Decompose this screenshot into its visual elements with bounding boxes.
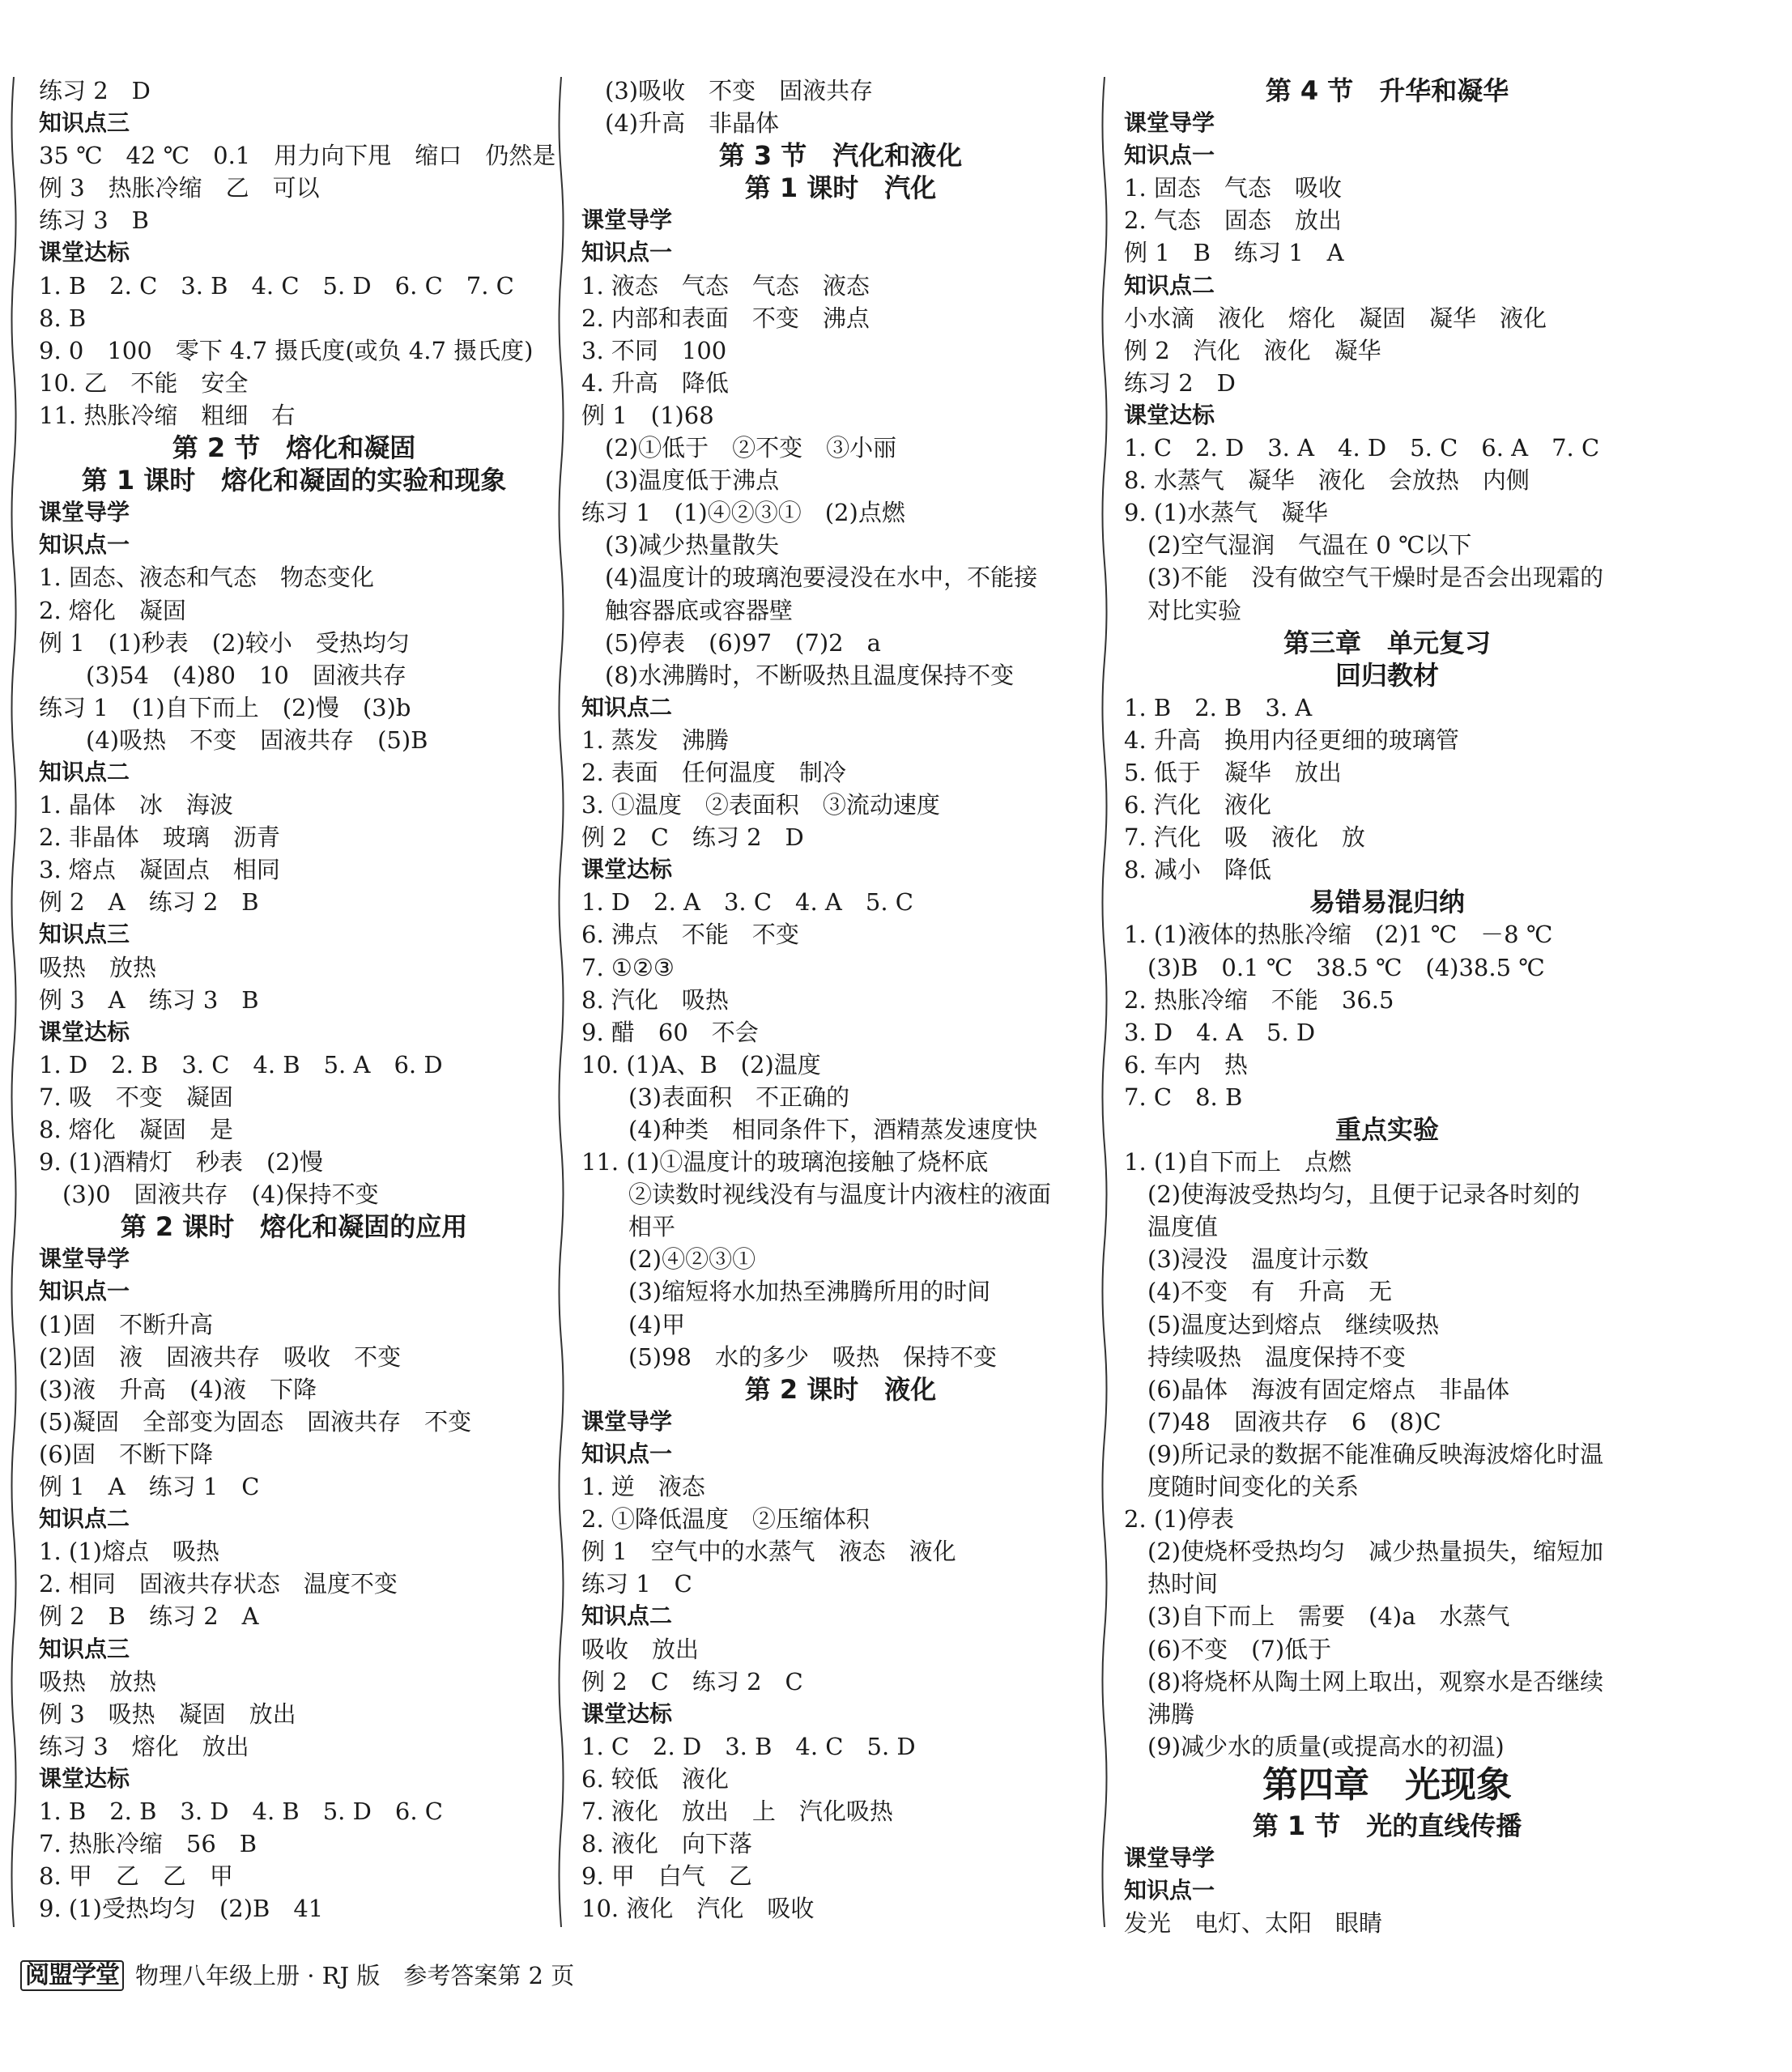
answer-line: 例 1 B 练习 1 A [1124, 239, 1344, 267]
section-heading: 课堂导学 [39, 499, 130, 526]
section-heading: 课堂达标 [581, 856, 673, 883]
answer-line: 练习 1 C [581, 1570, 692, 1598]
answer-line: 1. B 2. B 3. D 4. B 5. D 6. C [39, 1797, 443, 1825]
answer-line: 例 2 汽化 液化 凝华 [1124, 336, 1381, 364]
answer-line: 9. 醋 60 不会 [581, 1018, 759, 1046]
answer-line: 持续吸热 温度保持不变 [1124, 1342, 1407, 1371]
answer-line: (5)98 水的多少 吸热 保持不变 [581, 1342, 997, 1371]
answer-line: 沸腾 [1124, 1700, 1195, 1728]
answer-line: (5)停表 (6)97 (7)2 a [581, 628, 881, 657]
answer-line: 11. (1)①温度计的玻璃泡接触了烧杯底 [581, 1148, 989, 1176]
answer-line: 发光 电灯、太阳 眼睛 [1124, 1909, 1383, 1938]
answer-line: (3)自下而上 需要 (4)a 水蒸气 [1124, 1602, 1510, 1631]
answer-line: 例 2 B 练习 2 A [39, 1602, 259, 1631]
answer-line: 6. 沸点 不能 不变 [581, 921, 799, 949]
section-heading: 知识点三 [39, 109, 130, 137]
section-heading: 课堂达标 [39, 239, 130, 266]
answer-line: 1. (1)液体的热胀冷缩 (2)1 ℃ －8 ℃ [1124, 921, 1553, 949]
column-divider-middle [555, 77, 567, 1927]
answer-line: 3. 熔点 凝固点 相同 [39, 856, 280, 884]
answer-line: 例 1 (1)68 [581, 401, 714, 429]
chapter-title: 第四章 光现象 [1262, 1764, 1512, 1806]
footer-text: 物理八年级上册 · RJ 版 参考答案第 2 页 [135, 1962, 575, 1989]
answer-line: 35 ℃ 42 ℃ 0.1 用力向下甩 缩口 仍然是 [39, 142, 556, 170]
lesson-title: 回归教材 [1334, 659, 1439, 691]
answer-line: 8. 汽化 吸热 [581, 985, 729, 1014]
lesson-title: 第 2 课时 熔化和凝固的应用 [120, 1211, 468, 1243]
section-heading: 课堂导学 [39, 1245, 130, 1273]
answer-line: 10. 液化 汽化 吸收 [581, 1895, 815, 1923]
answer-line: (8)水沸腾时，不断吸热且温度保持不变 [581, 661, 1015, 689]
answer-line: (3)温度低于沸点 [581, 466, 780, 495]
section-heading: 知识点一 [581, 239, 673, 266]
answer-line: (9)减少水的质量(或提高水的初温) [1124, 1732, 1505, 1760]
answer-line: (6)固 不断下降 [39, 1440, 214, 1468]
answer-line: 9. (1)水蒸气 凝华 [1124, 499, 1328, 527]
answer-line: 1. D 2. B 3. C 4. B 5. A 6. D [39, 1050, 443, 1079]
answer-line: 10. (1)A、B (2)温度 [581, 1050, 821, 1079]
answer-line: 2. 热胀冷缩 不能 36.5 [1124, 985, 1394, 1014]
answer-line: 2. 熔化 凝固 [39, 596, 186, 624]
answer-line: 1. 固态 气态 吸收 [1124, 174, 1342, 202]
answer-line: (4)升高 非晶体 [581, 109, 780, 138]
answer-line: (3)吸收 不变 固液共存 [581, 77, 874, 104]
answer-line: (3)B 0.1 ℃ 38.5 ℃ (4)38.5 ℃ [1124, 953, 1545, 981]
answer-line: 7. 液化 放出 上 汽化吸热 [581, 1797, 893, 1825]
answer-line: (4)温度计的玻璃泡要浸没在水中，不能接 [581, 564, 1038, 592]
section-heading: 课堂导学 [1124, 1844, 1215, 1871]
answer-line: 8. 液化 向下落 [581, 1830, 752, 1858]
answer-line: 4. 升高 降低 [581, 368, 729, 397]
lesson-title: 易错易混归纳 [1309, 887, 1465, 918]
answer-line: 2. ①降低温度 ②压缩体积 [581, 1505, 870, 1534]
answer-line: (3)液 升高 (4)液 下降 [39, 1375, 317, 1403]
answer-column-1 [39, 74, 556, 1925]
answer-line: 度随时间变化的关系 [1124, 1473, 1360, 1501]
answer-line: (1)固 不断升高 [39, 1310, 214, 1338]
answer-line: 8. 甲 乙 乙 甲 [39, 1862, 233, 1891]
answer-line: 2. 气态 固态 放出 [1124, 206, 1342, 235]
answer-line: 3. 不同 100 [581, 336, 727, 364]
answer-line: 7. ①②③ [581, 953, 675, 981]
section-heading: 知识点二 [39, 758, 130, 785]
section-heading: 课堂达标 [1124, 401, 1215, 428]
lesson-title: 第 2 节 熔化和凝固 [172, 432, 416, 464]
answer-line: (2)④②③① [581, 1245, 756, 1274]
answer-line: 练习 1 (1)④②③① (2)点燃 [581, 499, 905, 527]
answer-line: 9. 甲 白气 乙 [581, 1862, 752, 1891]
answer-line: (4)吸热 不变 固液共存 (5)B [39, 725, 428, 754]
section-heading: 知识点一 [581, 1440, 673, 1467]
answer-line: (4)种类 相同条件下，酒精蒸发速度快 [581, 1116, 1038, 1143]
answer-column-2 [581, 74, 1100, 1925]
answer-line: 温度值 [1124, 1213, 1219, 1241]
answer-line: 1. C 2. D 3. A 4. D 5. C 6. A 7. C [1124, 434, 1600, 462]
answer-line: (2)固 液 固液共存 吸收 不变 [39, 1342, 402, 1371]
answer-line: 相平 [581, 1213, 676, 1241]
answer-line: 例 2 C 练习 2 D [581, 823, 804, 852]
answer-line: 1. 晶体 冰 海波 [39, 791, 233, 819]
section-heading: 知识点三 [39, 1635, 130, 1662]
section-heading: 课堂达标 [39, 1764, 130, 1792]
answer-line: 1. B 2. B 3. A [1124, 693, 1313, 721]
answer-line: 11. 热胀冷缩 粗细 右 [39, 401, 296, 429]
section-heading: 课堂达标 [581, 1700, 673, 1727]
answer-line: 2. 非晶体 玻璃 沥青 [39, 823, 280, 852]
section-heading: 知识点二 [581, 1602, 673, 1630]
answer-line: ②读数时视线没有与温度计内液柱的液面 [581, 1181, 1052, 1209]
answer-line: 热时间 [1124, 1570, 1219, 1598]
answer-line: 对比实验 [1124, 596, 1242, 624]
answer-line: (3)减少热量散失 [581, 531, 780, 559]
answer-line: 2. 表面 任何温度 制冷 [581, 758, 846, 786]
answer-line: (5)凝固 全部变为固态 固液共存 不变 [39, 1407, 472, 1436]
section-heading: 知识点一 [39, 531, 130, 559]
lesson-title: 重点实验 [1334, 1114, 1439, 1145]
answer-line: 6. 车内 热 [1124, 1050, 1248, 1079]
answer-line: 1. 固态、液态和气态 物态变化 [39, 564, 374, 592]
answer-line: 2. (1)停表 [1124, 1505, 1234, 1534]
answer-line: 例 2 C 练习 2 C [581, 1667, 803, 1695]
answer-line: 练习 2 D [1124, 368, 1236, 397]
page-footer [20, 1959, 574, 1992]
section-heading: 知识点二 [581, 693, 673, 721]
answer-line: 例 3 吸热 凝固 放出 [39, 1700, 296, 1728]
answer-line: (3)表面积 不正确的 [581, 1083, 850, 1111]
answer-line: 1. (1)熔点 吸热 [39, 1538, 219, 1566]
answer-line: (2)空气湿润 气温在 0 ℃以下 [1124, 531, 1472, 559]
answer-line: 例 3 热胀冷缩 乙 可以 [39, 174, 320, 202]
answer-line: 触容器底或容器壁 [581, 596, 794, 624]
answer-line: (3)缩短将水加热至沸腾所用的时间 [581, 1278, 991, 1306]
answer-line: 练习 3 B [39, 206, 149, 235]
lesson-title: 第 1 课时 熔化和凝固的实验和现象 [81, 465, 507, 496]
answer-line: 4. 升高 换用内径更细的玻璃管 [1124, 725, 1459, 754]
lesson-title: 第三章 单元复习 [1283, 627, 1491, 658]
answer-line: 8. 水蒸气 凝华 液化 会放热 内侧 [1124, 466, 1530, 495]
section-heading: 知识点一 [1124, 1877, 1215, 1904]
section-heading: 课堂导学 [581, 1407, 673, 1435]
answer-line: 1. B 2. C 3. B 4. C 5. D 6. C 7. C [39, 271, 514, 300]
lesson-title: 第 2 课时 液化 [744, 1373, 937, 1405]
section-heading: 知识点一 [1124, 142, 1215, 169]
answer-line: 练习 3 熔化 放出 [39, 1732, 249, 1760]
answer-line: 9. (1)酒精灯 秒表 (2)慢 [39, 1148, 324, 1176]
answer-line: (2)使海波受热均匀，且便于记录各时刻的 [1124, 1181, 1581, 1209]
section-heading: 课堂导学 [1124, 109, 1215, 137]
answer-line: (5)温度达到熔点 继续吸热 [1124, 1310, 1440, 1338]
answer-line: (6)晶体 海波有固定熔点 非晶体 [1124, 1375, 1510, 1403]
lesson-title: 第 3 节 汽化和液化 [718, 140, 963, 172]
section-heading: 课堂导学 [581, 206, 673, 234]
lesson-title: 第 1 课时 汽化 [744, 172, 937, 204]
lesson-title: 第 4 节 升华和凝华 [1265, 75, 1509, 106]
answer-line: (6)不变 (7)低于 [1124, 1635, 1332, 1663]
answer-line: 例 1 (1)秒表 (2)较小 受热均匀 [39, 628, 410, 657]
answer-line: 10. 乙 不能 安全 [39, 368, 249, 397]
answer-line: 3. ①温度 ②表面积 ③流动速度 [581, 791, 940, 819]
answer-line: 吸热 放热 [39, 1667, 157, 1695]
answer-line: 例 2 A 练习 2 B [39, 888, 259, 917]
answer-line: (9)所记录的数据不能准确反映海波熔化时温 [1124, 1440, 1604, 1468]
answer-line: 8. 熔化 凝固 是 [39, 1116, 233, 1143]
answer-line: 6. 较低 液化 [581, 1764, 729, 1793]
section-heading: 知识点三 [39, 921, 130, 948]
answer-line: 7. 热胀冷缩 56 B [39, 1830, 258, 1858]
lesson-title: 第 1 节 光的直线传播 [1252, 1810, 1522, 1841]
answer-line: 吸收 放出 [581, 1635, 700, 1663]
answer-line: 1. 液态 气态 气态 液态 [581, 271, 870, 300]
answer-line: 5. 低于 凝华 放出 [1124, 758, 1342, 786]
answer-line: 1. C 2. D 3. B 4. C 5. D [581, 1732, 916, 1760]
answer-line: 1. 蒸发 沸腾 [581, 725, 729, 754]
answer-line: (8)将烧杯从陶土网上取出，观察水是否继续 [1124, 1667, 1604, 1695]
answer-line: 练习 1 (1)自下而上 (2)慢 (3)b [39, 693, 411, 721]
column-divider-left [8, 77, 19, 1927]
answer-line: (4)甲 [581, 1310, 686, 1338]
publisher-logo: 阅盟学堂 [20, 1960, 124, 1991]
answer-line: 2. 内部和表面 不变 沸点 [581, 304, 870, 332]
answer-line: 7. 汽化 吸 液化 放 [1124, 823, 1365, 852]
answer-line: 例 3 A 练习 3 B [39, 985, 259, 1014]
section-heading: 知识点二 [1124, 271, 1215, 299]
answer-line: 练习 2 D [39, 77, 151, 104]
answer-line: (2)使烧杯受热均匀 减少热量损失，缩短加 [1124, 1538, 1604, 1566]
answer-line: 8. B [39, 304, 87, 332]
answer-line: (3)54 (4)80 10 固液共存 [39, 661, 406, 689]
answer-line: (7)48 固液共存 6 (8)C [1124, 1407, 1441, 1436]
answer-line: 1. D 2. A 3. C 4. A 5. C [581, 888, 913, 917]
answer-line: 7. 吸 不变 凝固 [39, 1083, 233, 1111]
answer-line: 9. (1)受热均匀 (2)B 41 [39, 1895, 324, 1923]
column-divider-right [1099, 77, 1110, 1927]
section-heading: 知识点一 [39, 1278, 130, 1305]
answer-line: 2. 相同 固液共存状态 温度不变 [39, 1570, 398, 1598]
answer-line: 1. 逆 液态 [581, 1473, 705, 1501]
answer-line: 吸热 放热 [39, 953, 157, 981]
section-heading: 课堂达标 [39, 1018, 130, 1045]
answer-line: 9. 0 100 零下 4.7 摄氏度(或负 4.7 摄氏度) [39, 336, 534, 364]
answer-line: (3)不能 没有做空气干燥时是否会出现霜的 [1124, 564, 1604, 592]
answer-line: 例 1 空气中的水蒸气 液态 液化 [581, 1538, 956, 1566]
answer-line: 6. 汽化 液化 [1124, 791, 1271, 819]
answer-line: 7. C 8. B [1124, 1083, 1243, 1111]
answer-line: 小水滴 液化 熔化 凝固 凝华 液化 [1124, 304, 1547, 332]
answer-column-3 [1124, 74, 1650, 1939]
answer-line: 8. 减小 降低 [1124, 856, 1271, 884]
answer-line: (3)0 固液共存 (4)保持不变 [39, 1181, 379, 1209]
answer-line: (2)①低于 ②不变 ③小丽 [581, 434, 897, 462]
answer-line: 1. (1)自下而上 点燃 [1124, 1148, 1351, 1176]
section-heading: 知识点二 [39, 1505, 130, 1533]
answer-line: (3)浸没 温度计示数 [1124, 1245, 1369, 1274]
answer-line: 3. D 4. A 5. D [1124, 1018, 1316, 1046]
answer-line: (4)不变 有 升高 无 [1124, 1278, 1393, 1306]
answer-line: 例 1 A 练习 1 C [39, 1473, 260, 1501]
